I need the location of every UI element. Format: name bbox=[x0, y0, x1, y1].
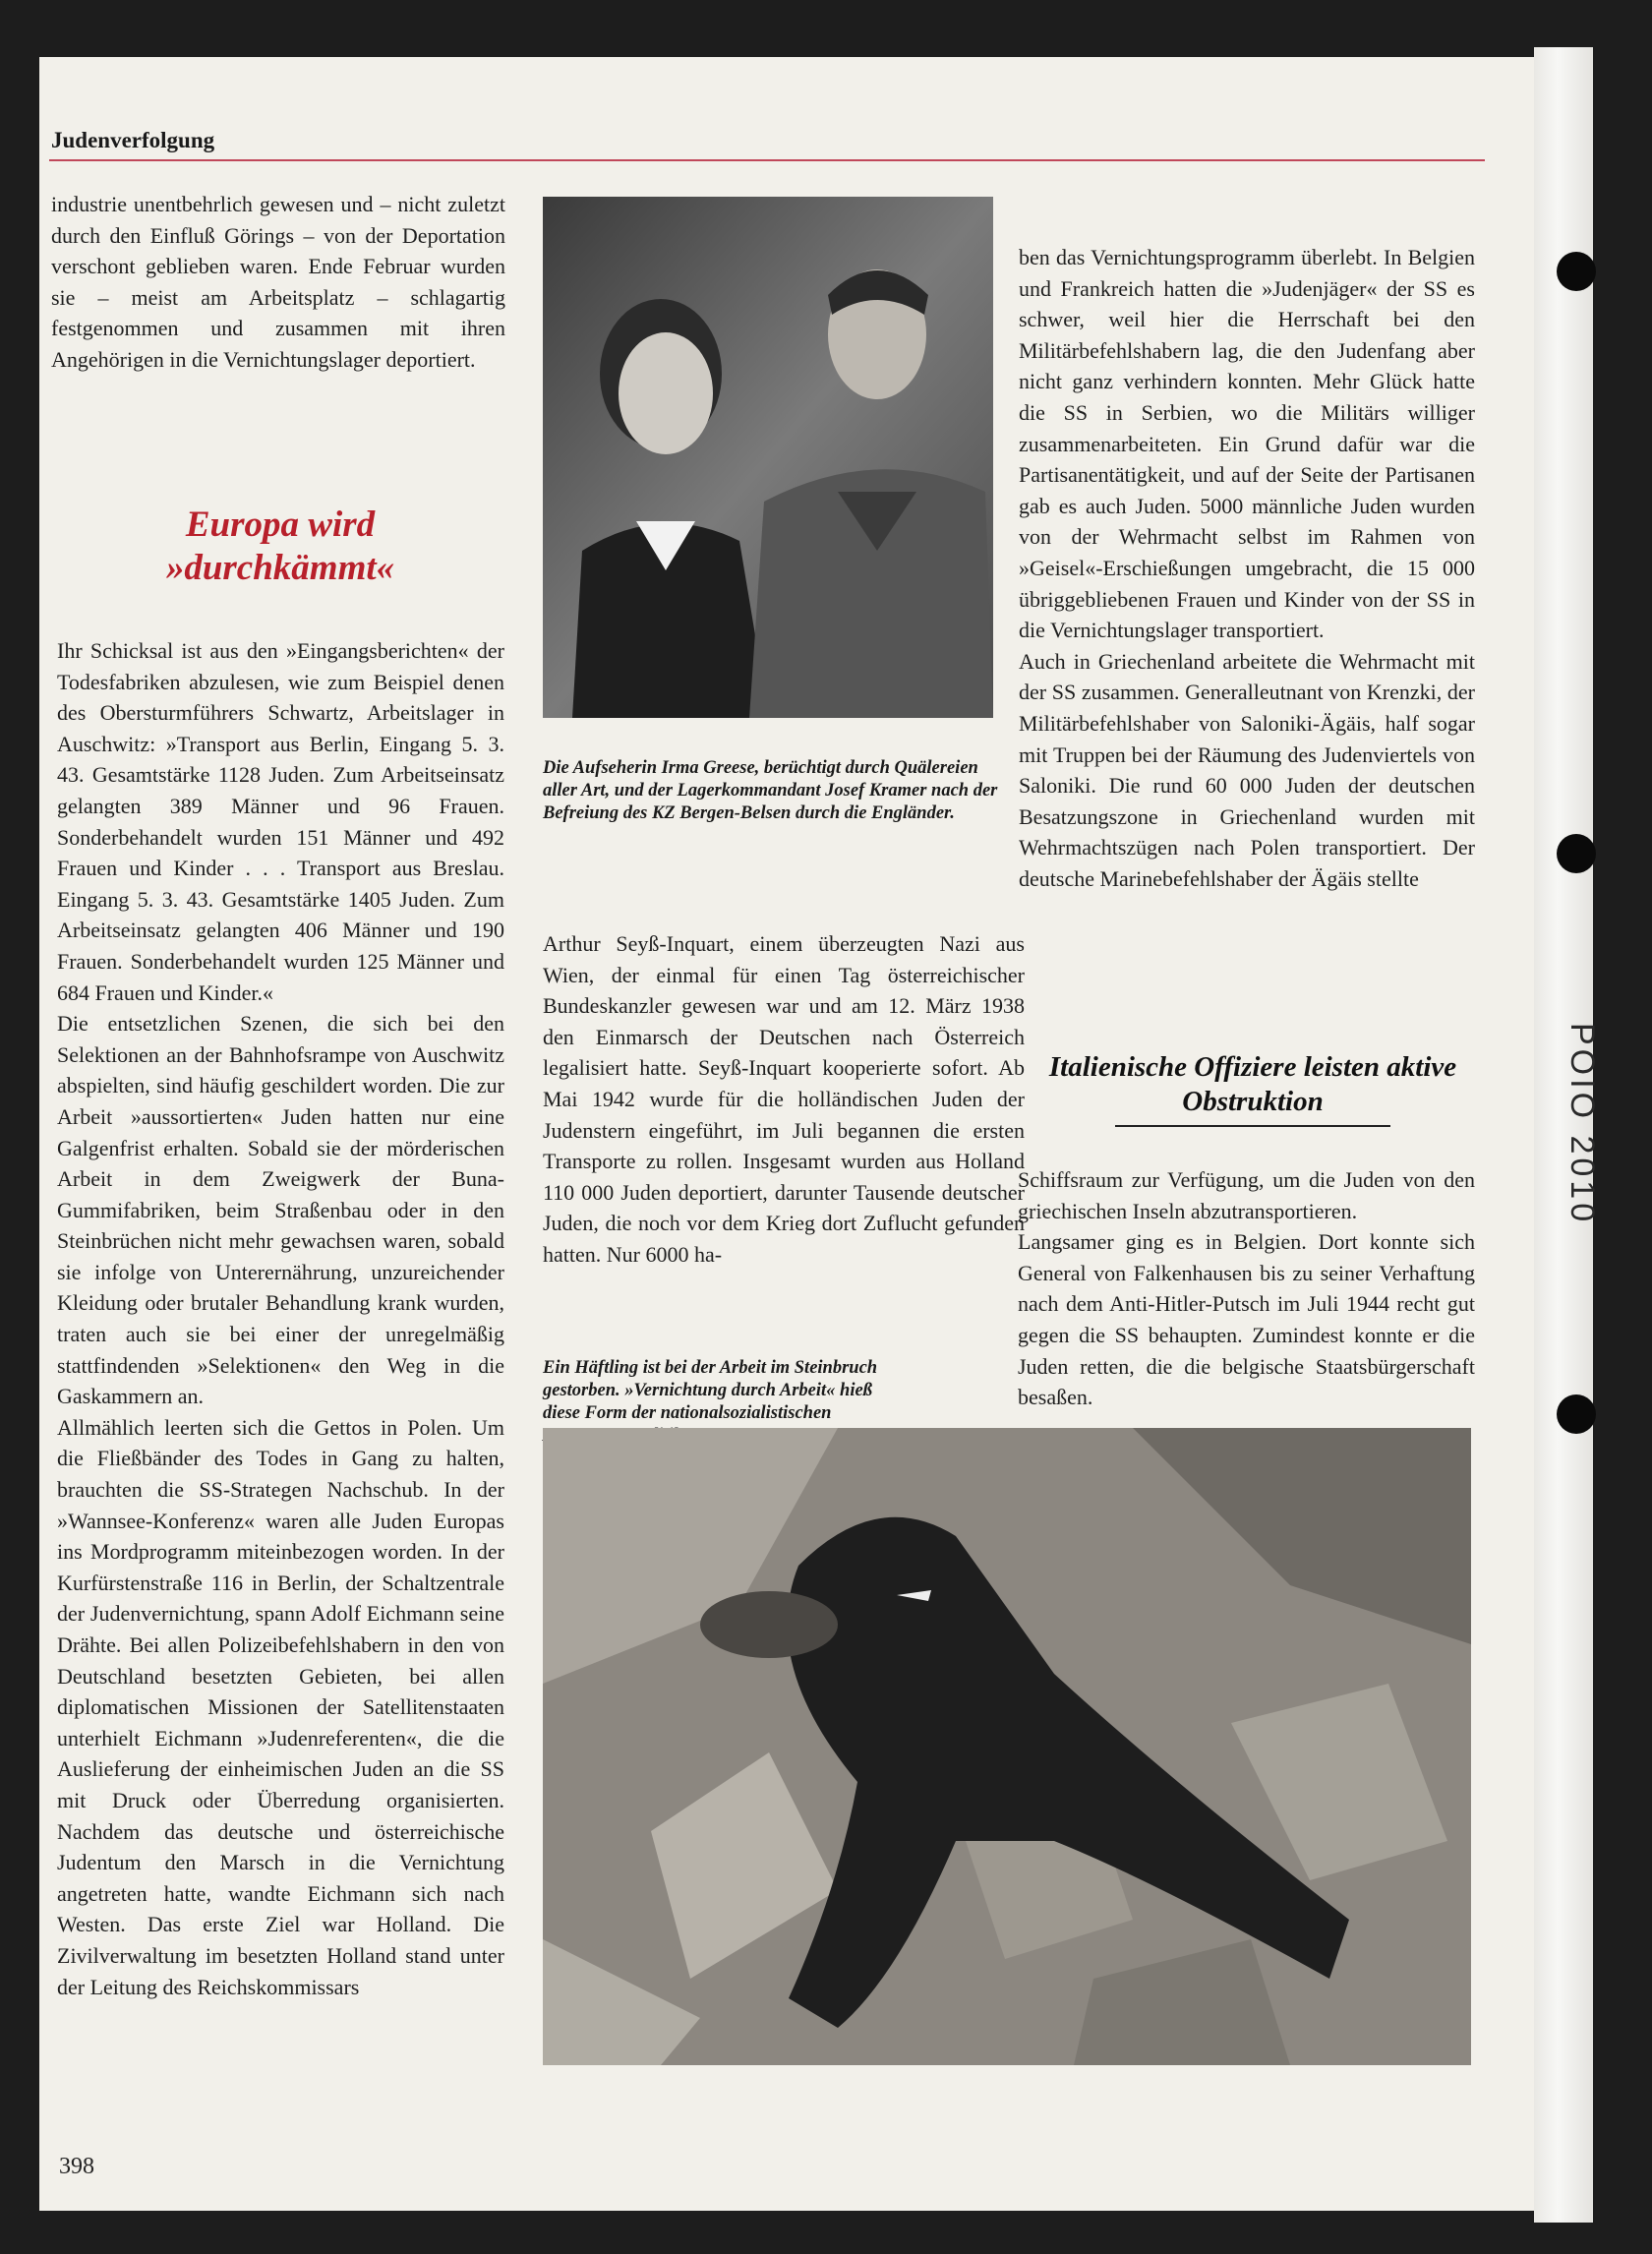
portrait-photo bbox=[543, 197, 993, 718]
header-rule bbox=[49, 159, 1485, 161]
binder-hole-lower bbox=[1557, 1394, 1596, 1434]
photo-caption-quarry: Ein Häftling ist bei der Arbeit im Steinbruch gestorben. »Vernichtung durch Arbeit« hieß diese Form der nationalsozialistischen bbox=[543, 1358, 878, 1423]
sleeve-stamp: POIO 2010 bbox=[1564, 1023, 1601, 1226]
quarry-photo bbox=[543, 1428, 1471, 2065]
column3-paragraph: ben das Vernichtungsprogramm überlebt. In Belgien und Frankreich hatten die »Judenjäger« der SS es schwer, weil hier die Herrschaft bei den Militärbefehlshabern lag, die den Judenfang aber nicht ganz verhindern konnten. Mehr Glück hatte die SS in Serbien, wo die Militärs williger zusammenarbeiteten. Ein Grund dafür war die Partisanentätigkeit, und auf der Seite der Partisanen gab es auch Juden. 5000 männliche Juden wurden von der Wehrmacht selbst im Rahmen von »Geisel«-Erschießungen umgebracht, die 15 000 übriggebliebenen Frauen und Kinder von der SS in die Vernichtungslager transportiert. bbox=[1019, 245, 1475, 643]
column1-paragraph: Die entsetzlichen Szenen, die sich bei den Selektionen an der Bahnhofsrampe von Auschwitz abspielten, sind häufig geschildert worden. Die zur Arbeit »aussortierten« Juden hatten nur eine Galgenfrist erhalten. Sobald sie der mörderischen Arbeit in dem Zweigwerk der Buna-Gummifabriken, beim Straßenbau oder in den Steinbrüchen nicht mehr gewachsen waren, sobald sie infolge von Unterernährung, unzureichender Kleidung oder brutaler Behandlung krank wurden, traten auch sie bei einer der unregelmäßig stattfindenden »Selektionen« den Weg in die Gaskammern an. bbox=[57, 1011, 504, 1409]
column3-paragraph: Langsamer ging es in Belgien. Dort konnte sich General von Falkenhausen bis zu seiner Verhaftung nach dem Anti-Hitler-Putsch im Juli 1944 recht gut gegen die SS behaupten. Zumindest konnte er die Juden retten, die die belgische Staatsbürgerschaft besaßen. bbox=[1018, 1229, 1475, 1410]
column1-body bbox=[57, 635, 504, 2002]
column2-paragraph: Arthur Seyß-Inquart, einem überzeugten Nazi aus Wien, der einmal für einen Tag österreichischer Bundeskanzler gewesen war und am 12. März 1938 den Einmarsch der Deutschen nach Österreich legalisiert hatte. Seyß-Inquart kooperierte sofort. Ab Mai 1942 wurde für die holländischen Juden der Judenstern eingeführt, im Juli begannen die ersten Transporte zu rollen. Insgesamt wurden aus Holland 110 000 Juden deportiert, darunter Tausende deutscher Juden, die noch vor dem Krieg dort Zuflucht gefunden hatten. Nur 6000 ha- bbox=[543, 931, 1025, 1267]
column1-paragraph: Ihr Schicksal ist aus den »Eingangsberichten« der Todesfabriken abzulesen, wie zum Beispiel denen des Obersturmführers Schwartz, Arbeitslager in Auschwitz: »Transport aus Berlin, Eingang 5. 3. 43. Gesamtstärke 1128 Juden. Zum Arbeitseinsatz gelangten 389 Männer und 96 Frauen. Sonderbehandelt wurden 151 Männer und 492 Frauen und Kinder . . . Transport aus Breslau. Eingang 5. 3. 43. Gesamtstärke 1405 Juden. Zum Arbeitseinsatz gelangten 406 Männer und 190 Frauen. Sonderbehandelt wurden 125 Männer und 684 Frauen und Kinder.« bbox=[57, 638, 504, 1005]
section-heading-italien bbox=[1046, 1050, 1459, 1127]
photo-caption-portrait: Die Aufseherin Irma Greese, berüchtigt durch Quälereien aller Art, und der Lagerkommandant Josef Kramer nach der Befreiung des KZ Bergen-Belsen durch die Engländer. bbox=[543, 758, 998, 823]
column1-paragraph: Allmählich leerten sich die Gettos in Polen. Um die Fließbänder des Todes in Gang zu halten, brauchten die SS-Strategen Nachschub. In der »Wannsee-Konferenz« waren alle Juden Europas ins Mordprogramm miteinbezogen worden. In der Kurfürstenstraße 116 in Berlin, der Schaltzentrale der Judenvernichtung, spann Adolf Eichmann seine Drähte. Bei allen Polizeibefehlshabern in den von Deutschland besetzten Gebieten, bei allen diplomatischen Missionen der Satellitenstaaten unterhielt Eichmann »Judenreferenten«, die die Auslieferung der einheimischen Juden an die SS mit Druck oder Überredung organisierten. Nachdem das deutsche und österreichische Judentum den Marsch in die Vernichtung angetreten hatte, wandte Eichmann sich nach Westen. Das erste Ziel war Holland. Die Zivilverwaltung im besetzten Holland stand unter der Leitung des Reichskommissars bbox=[57, 1414, 504, 1999]
column3-paragraph: Schiffsraum zur Verfügung, um die Juden von den griechischen Inseln abzutransportieren. bbox=[1018, 1167, 1475, 1223]
column3-top-body bbox=[1019, 242, 1475, 894]
heading-rule bbox=[1115, 1125, 1390, 1127]
section-heading-europa: Europa wird »durchkämmt« bbox=[165, 504, 395, 588]
section-heading-text: Italienische Offiziere leisten aktive Obstruktion bbox=[1048, 1051, 1457, 1117]
binder-hole-top bbox=[1557, 252, 1596, 291]
section-title: Judenverfolgung bbox=[51, 128, 215, 152]
binder-hole-middle bbox=[1557, 834, 1596, 873]
column1-top-paragraph: industrie unentbehrlich gewesen und – nicht zuletzt durch den Einfluß Görings – von der Deportation verschont geblieben waren. Ende Februar wurden sie – meist am Arbeitsplatz – schlagartig festgenommen und zusammen mit ihren Angehörigen in die Vernichtungslager deportiert. bbox=[51, 192, 505, 372]
page-number: 398 bbox=[59, 2154, 94, 2179]
column3-bottom-body bbox=[1018, 1164, 1475, 1413]
magazine-page bbox=[39, 57, 1534, 2211]
column3-paragraph: Auch in Griechenland arbeitete die Wehrmacht mit der SS zusammen. Generalleutnant von Krenzki, der Militärbefehlshaber von Saloniki-Ägäis, half sogar mit Truppen bei der Räumung des Judenviertels von Saloniki. Die rund 60 000 Juden der deutschen Besatzungszone in Griechenland wurden mit Wehrmachtszügen nach Polen transportiert. Der deutsche Marinebefehlshaber der Ägäis stellte bbox=[1019, 648, 1475, 891]
